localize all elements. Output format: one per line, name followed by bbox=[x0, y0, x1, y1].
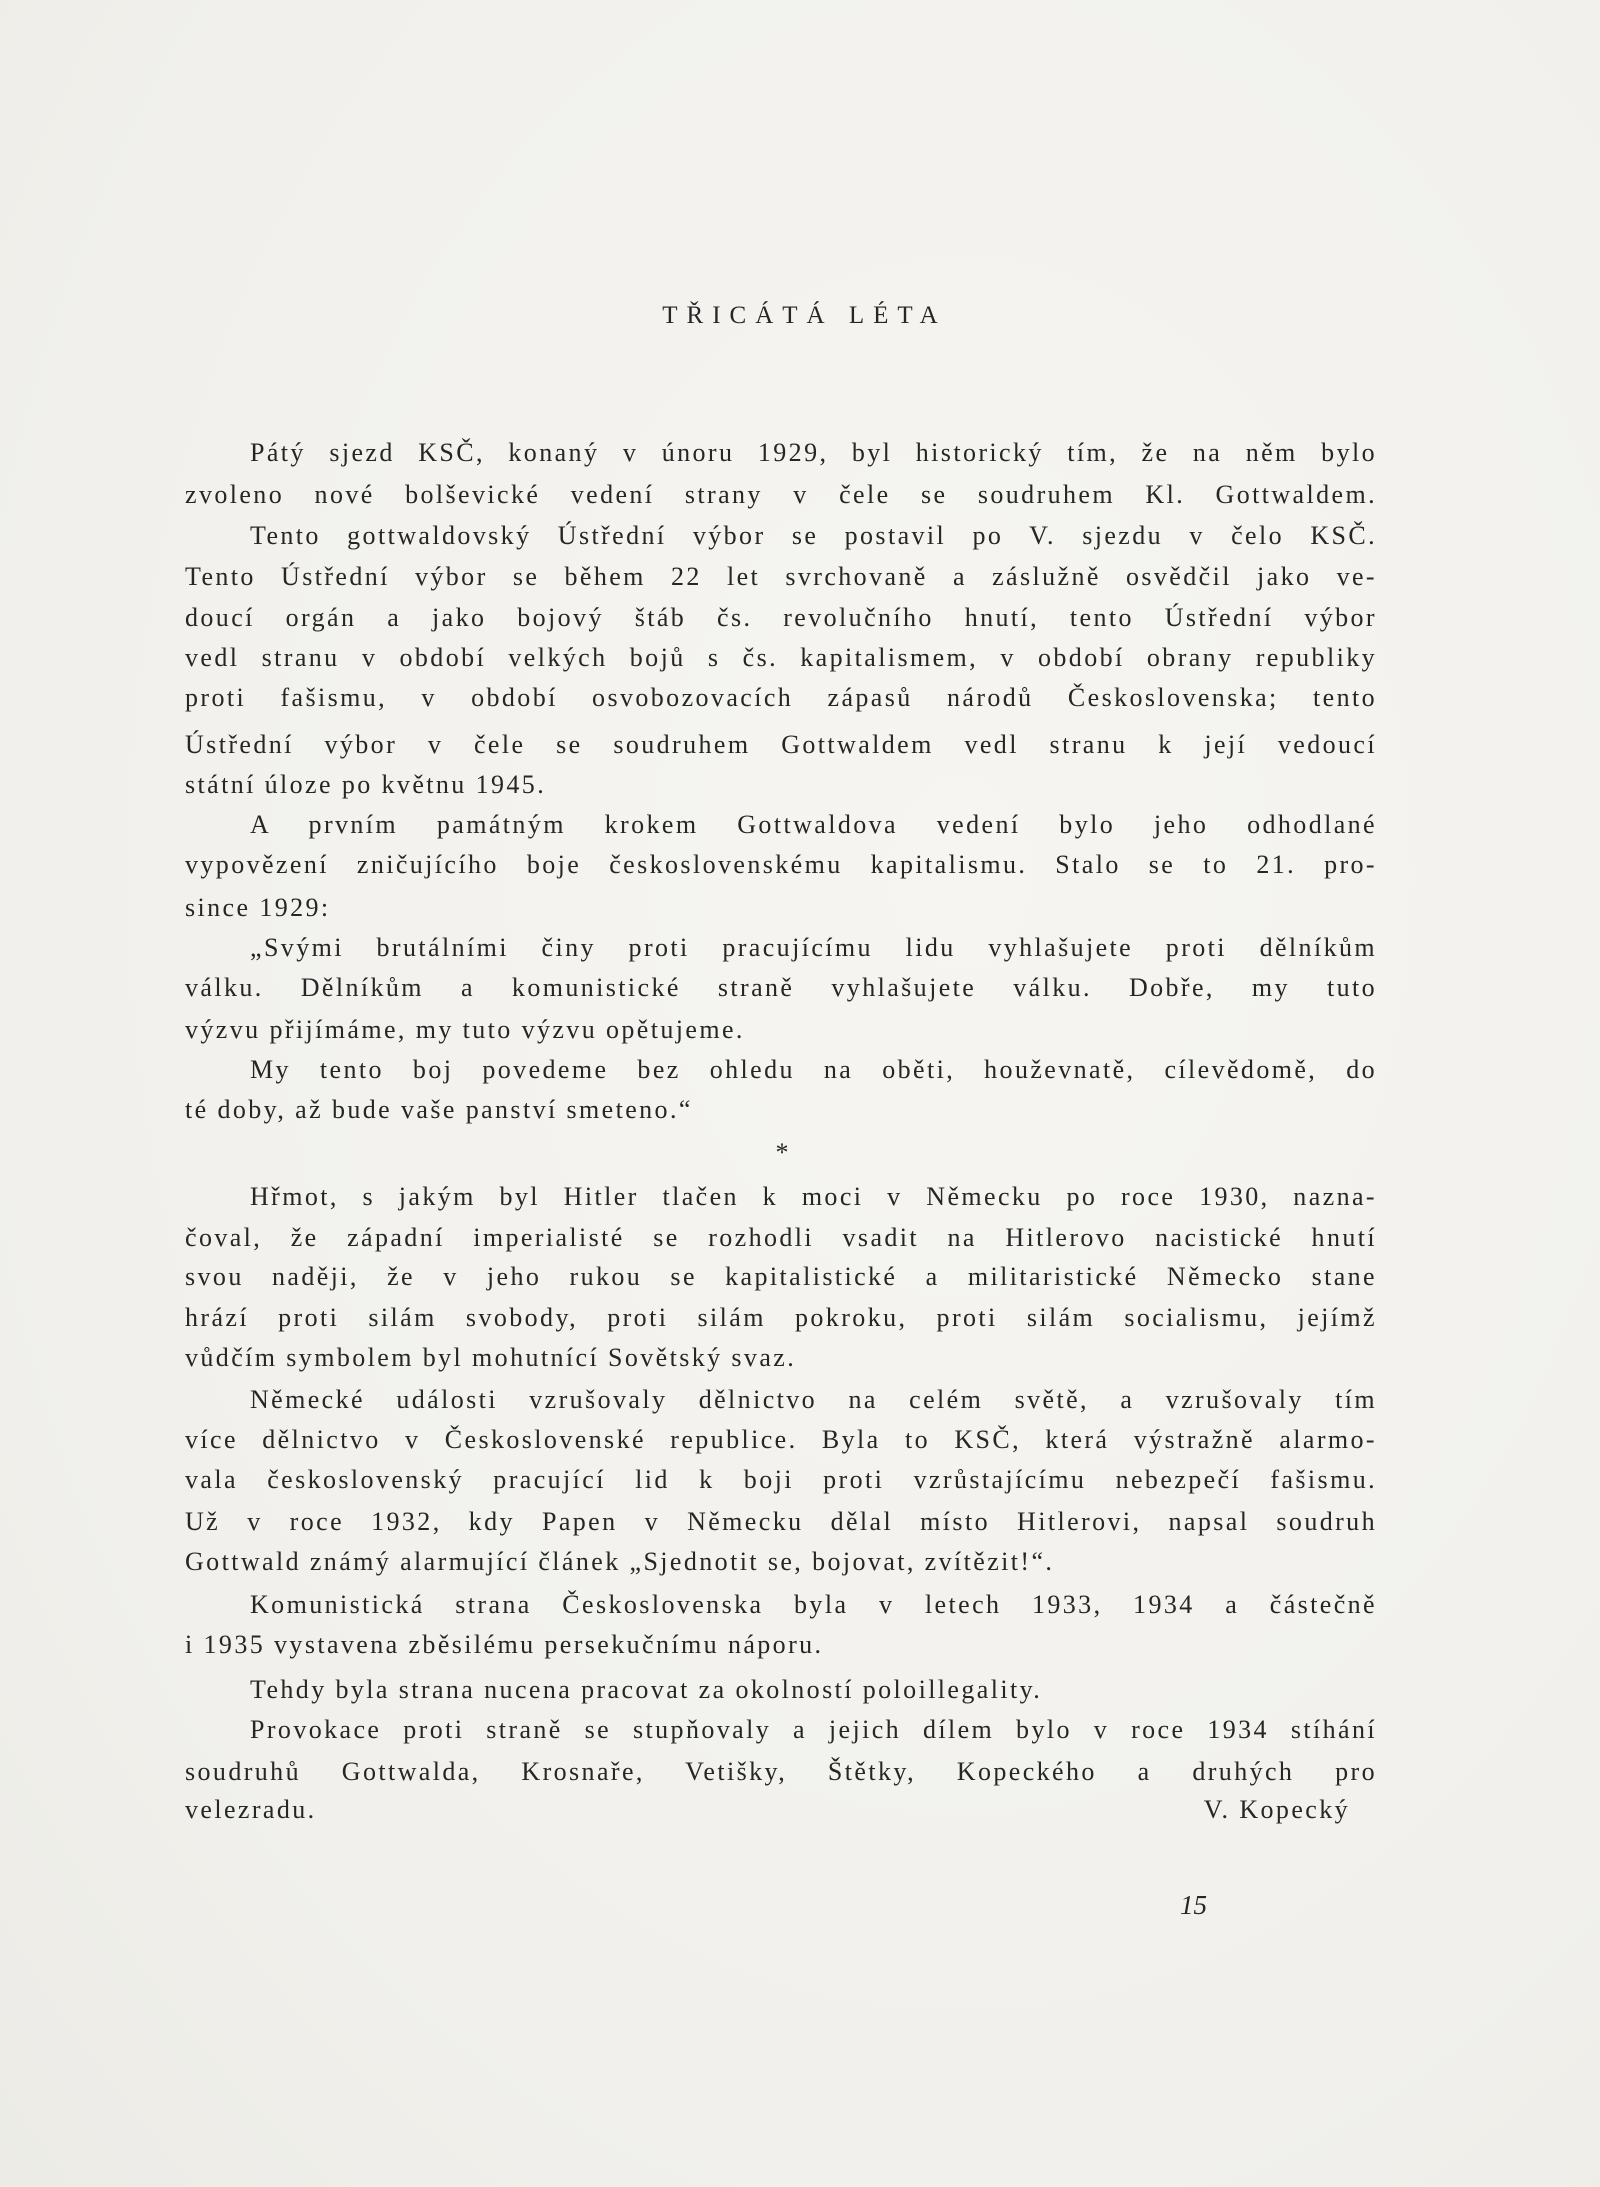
text-line: více dělnictvo v Československé republice. Byla to KSČ, která výstražně alarmo- bbox=[185, 1425, 1377, 1454]
text-line: vypovězení zničujícího boje československému kapitalismu. Stalo se to 21. pro- bbox=[185, 850, 1377, 879]
text-line: vedl stranu v období velkých bojů s čs. kapitalismem, v období obrany republiky bbox=[185, 643, 1377, 672]
text-line: Tehdy byla strana nucena pracovat za okolností poloillegality. bbox=[250, 1675, 1043, 1704]
text-line: svou naději, že v jeho rukou se kapitalistické a militaristické Německo stane bbox=[185, 1262, 1377, 1291]
text-line: Tento gottwaldovský Ústřední výbor se postavil po V. sjezdu v čelo KSČ. bbox=[250, 521, 1377, 550]
text-line: válku. Dělníkům a komunistické straně vyhlašujete válku. Dobře, my tuto bbox=[185, 973, 1377, 1002]
text-line: čoval, že západní imperialisté se rozhodli vsadit na Hitlerovo nacistické hnutí bbox=[185, 1223, 1377, 1252]
text-line: Už v roce 1932, kdy Papen v Německu dělal místo Hitlerovi, napsal soudruh bbox=[185, 1507, 1377, 1536]
text-line: Pátý sjezd KSČ, konaný v únoru 1929, byl historický tím, že na něm bylo bbox=[250, 438, 1377, 467]
section-separator: * bbox=[775, 1138, 789, 1167]
text-line: vala československý pracující lid k boji proti vzrůstajícímu nebezpečí fašismu. bbox=[185, 1465, 1377, 1494]
text-line: státní úloze po květnu 1945. bbox=[185, 770, 547, 799]
text-line: My tento boj povedeme bez ohledu na oběti, houževnatě, cílevědomě, do bbox=[250, 1055, 1377, 1084]
text-line: zvoleno nové bolševické vedení strany v čele se soudruhem Kl. Gottwaldem. bbox=[185, 480, 1377, 509]
text-line: soudruhů Gottwalda, Krosnaře, Vetišky, Štětky, Kopeckého a druhých pro bbox=[185, 1757, 1377, 1786]
text-line: „Svými brutálními činy proti pracujícímu lidu vyhlašujete proti dělníkům bbox=[250, 933, 1377, 962]
chapter-title: TŘICÁTÁ LÉTA bbox=[662, 302, 947, 329]
page-number: 15 bbox=[1180, 1890, 1207, 1920]
text-line: A prvním památným krokem Gottwaldova vedení bylo jeho odhodlané bbox=[250, 810, 1377, 839]
text-line: Německé události vzrušovaly dělnictvo na celém světě, a vzrušovaly tím bbox=[250, 1385, 1377, 1414]
text-line: velezradu. bbox=[185, 1795, 317, 1824]
text-line: Ústřední výbor v čele se soudruhem Gottwaldem vedl stranu k její vedoucí bbox=[185, 730, 1377, 759]
text-line: since 1929: bbox=[185, 893, 331, 922]
author-signature: V. Kopecký bbox=[1203, 1795, 1350, 1824]
text-line: vůdčím symbolem byl mohutnící Sovětský svaz. bbox=[185, 1343, 797, 1372]
text-line: Gottwald známý alarmující článek „Sjednotit se, bojovat, zvítězit!“. bbox=[185, 1547, 1055, 1576]
text-line: proti fašismu, v období osvobozovacích zápasů národů Československa; tento bbox=[185, 683, 1377, 712]
text-line: výzvu přijímáme, my tuto výzvu opětujeme. bbox=[185, 1015, 745, 1044]
text-line: hrází proti silám svobody, proti silám pokroku, proti silám socialismu, jejímž bbox=[185, 1303, 1377, 1332]
text-line: Tento Ústřední výbor se během 22 let svrchovaně a záslužně osvědčil jako ve- bbox=[185, 562, 1377, 591]
text-line: Hřmot, s jakým byl Hitler tlačen k moci v Německu po roce 1930, nazna- bbox=[250, 1182, 1377, 1211]
text-line: doucí orgán a jako bojový štáb čs. revolučního hnutí, tento Ústřední výbor bbox=[185, 603, 1377, 632]
text-line: Provokace proti straně se stupňovaly a jejich dílem bylo v roce 1934 stíhání bbox=[250, 1715, 1377, 1744]
text-line: i 1935 vystavena zběsilému persekučnímu náporu. bbox=[185, 1630, 824, 1659]
text-line: té doby, až bude vaše panství smeteno.“ bbox=[185, 1095, 693, 1124]
text-line: Komunistická strana Československa byla v letech 1933, 1934 a částečně bbox=[250, 1590, 1377, 1619]
